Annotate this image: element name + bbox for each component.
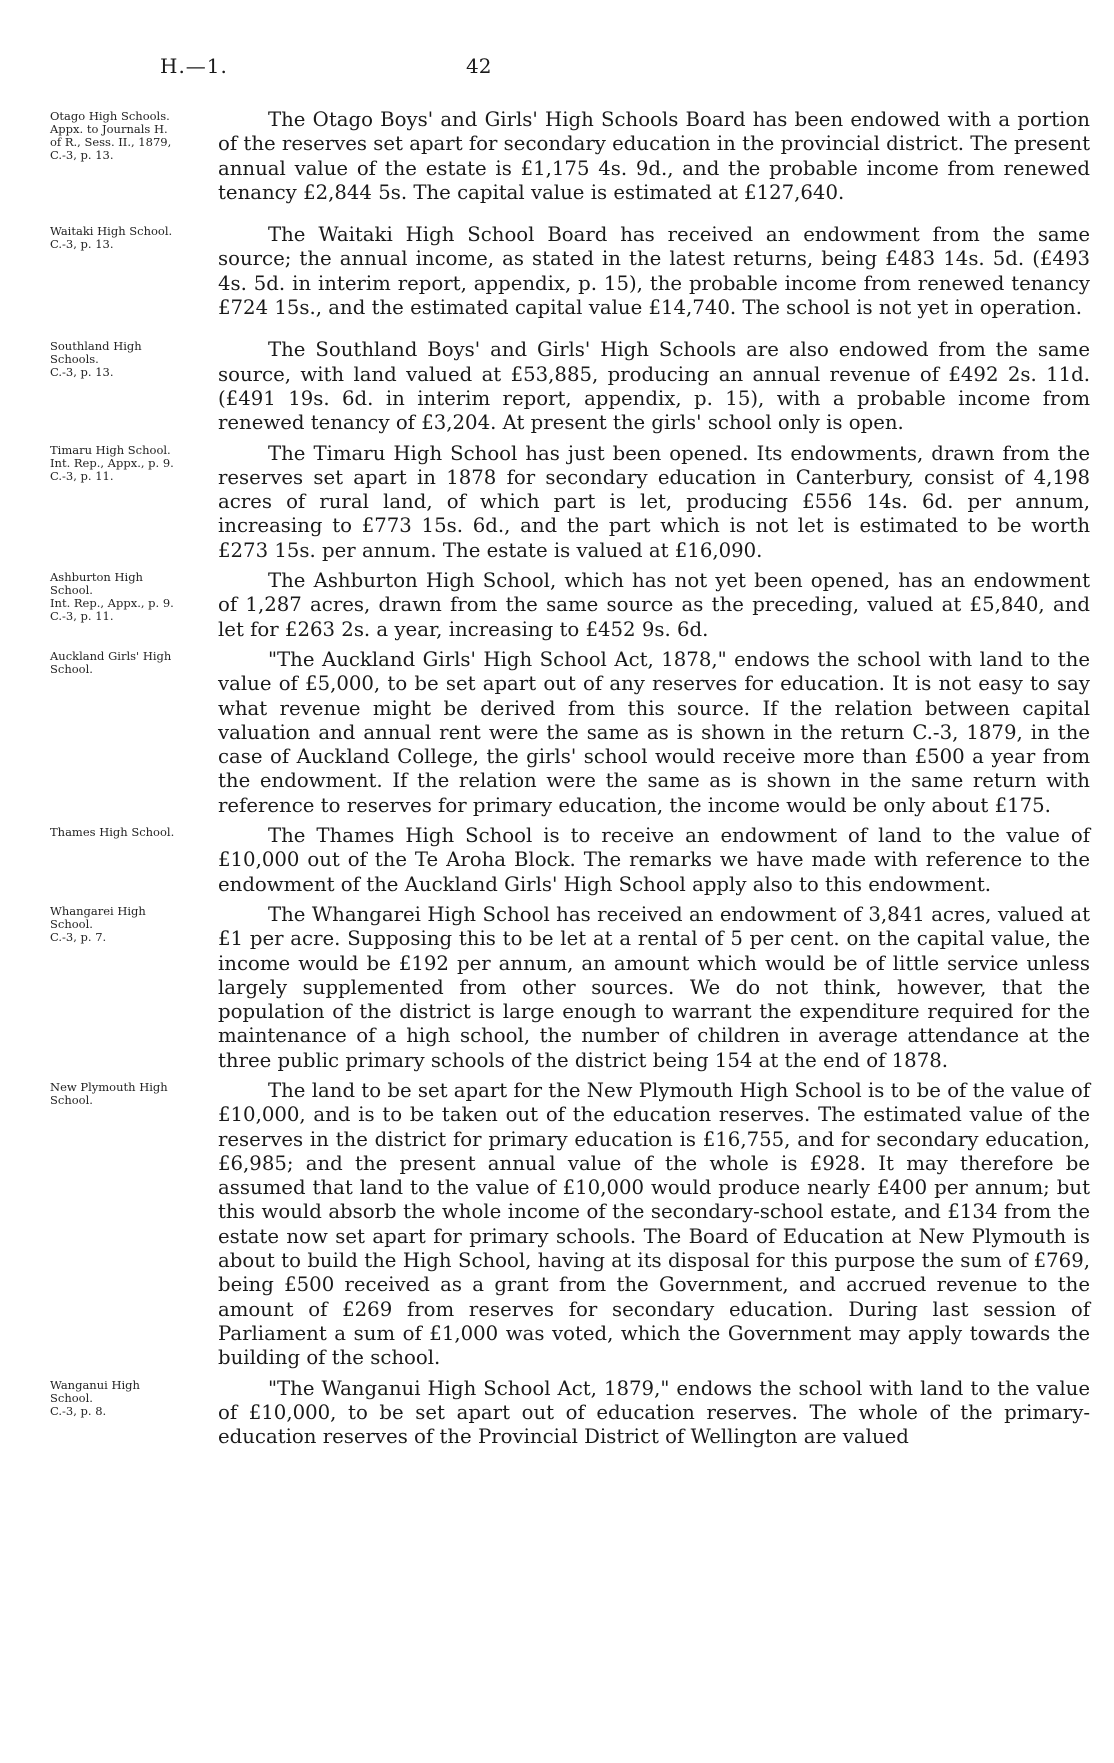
paragraph: "The Wanganui High School Act, 1879," endows the school with land to the value of £10,000, to be set apart out of education reserves. The whole of the primary-education reserves of the Provincial District of Wellington are valued — [218, 1376, 1090, 1449]
margin-note: Thames High School. — [50, 825, 175, 840]
section-whangarei — [40, 902, 1090, 1073]
margin-note: Otago High Schools. Appx. to Journals H. of R., Sess. II., 1879, C.-3, p. 13. — [50, 109, 172, 162]
margin-note: Wanganui High School. C.-3, p. 8. — [50, 1377, 140, 1418]
paragraph: The land to be set apart for the New Plymouth High School is to be of the value of £10,000, and is to be taken out of the education reserves. The estimated value of the reserves in the district for primary education is £16,755, and for secondary education, £6,985; and the present annual value of the whole is £928. It may therefore be assumed that land to the value of £10,000 would produce nearly £400 per annum; but this would absorb the whole income of the secondary-school estate, and £134 from the estate now set apart for primary schools. The Board of Education at New Plymouth is about to build the High School, having at its disposal for this purpose the sum of £769, being £500 received as a grant from the Government, and accrued revenue to the amount of £269 from reserves for secondary education. During last session of Parliament a sum of £1,000 was voted, which the Government may apply towards the building of the school. — [218, 1078, 1090, 1370]
margin-note: New Plymouth High School. — [50, 1079, 168, 1107]
section-thames — [40, 824, 1090, 897]
paragraph: The Ashburton High School, which has not yet been opened, has an endowment of 1,287 acres, drawn from the same source as the preceding, valued at £5,840, and let for £263 2s. a year, increasing to £452 9s. 6d. — [218, 569, 1090, 641]
paragraph: The Otago Boys' and Girls' High Schools Board has been endowed with a portion of the reserves set apart for secondary education in the provincial district. The present annual value of the estate is £1,175 4s. 9d., and the probable income from renewed tenancy £2,844 5s. The capital value is estimated at £127,640. — [218, 108, 1090, 204]
paragraph: The Waitaki High School Board has received an endowment from the same source; the annual income, as stated in the latest returns, being £483 14s. 5d. (£493 4s. 5d. in interim report, appendix, p. 15), the probable income from renewed tenancy £724 15s., and the estimated capital value £14,740. The school is not yet in operation. — [218, 223, 1090, 320]
margin-note: Auckland Girls' High School. — [50, 648, 172, 676]
section-southland — [40, 338, 1090, 435]
paragraph: The Thames High School is to receive an endowment of land to the value of £10,000 out of the Te Aroha Block. The remarks we have made with reference to the endowment of the Auckland Girls' High School apply also to this endowment. — [218, 824, 1090, 896]
page-body — [40, 108, 1090, 1455]
paragraph: "The Auckland Girls' High School Act, 1878," endows the school with land to the value of £5,000, to be set apart out of any reserves for education. It is not easy to say what revenue might be derived from this source. If the relation between capital valuation and annual rent were the same as is shown in the return C.-3, 1879, in the case of Auckland College, the girls' school would receive more than £500 a year from the endowment. If the relation were the same as is shown in the same return with reference to reserves for primary education, the income would be only about £175. — [218, 647, 1090, 817]
margin-note: Timaru High School. Int. Rep., Appx., p. 9. C.-3, p. 11. — [50, 442, 174, 483]
paragraph: The Whangarei High School has received an endowment of 3,841 acres, valued at £1 per acre. Supposing this to be let at a rental of 5 per cent. on the capital value, the income would be £192 per annum, an amount which would be of little service unless largely supplemented from other sources. We do not think, however, that the population of the district is large enough to warrant the expenditure required for the maintenance of a high school, the number of children in average attendance at the three public primary schools of the district being 154 at the end of 1878. — [218, 902, 1090, 1072]
margin-note: Southland High Schools. C.-3, p. 13. — [50, 339, 142, 380]
document-code: H.—1. — [160, 54, 228, 78]
section-ashburton — [40, 569, 1090, 642]
section-new-plymouth — [40, 1078, 1090, 1371]
section-otago — [40, 108, 1090, 205]
section-auckland-girls — [40, 647, 1090, 818]
page-header — [160, 54, 940, 84]
page-number: 42 — [466, 54, 492, 78]
section-wanganui — [40, 1376, 1090, 1450]
section-waitaki — [40, 223, 1090, 320]
margin-note: Ashburton High School. Int. Rep., Appx., p. 9. C.-3, p. 11. — [50, 570, 174, 624]
margin-note: Whangarei High School. C.-3, p. 7. — [50, 903, 146, 944]
paragraph: The Southland Boys' and Girls' High Schools are also endowed from the same source, with land valued at £53,885, producing an annual revenue of £492 2s. 11d. (£491 19s. 6d. in interim report, appendix, p. 15), with a probable income from renewed tenancy of £3,204. At present the girls' school only is open. — [218, 338, 1090, 435]
margin-note: Waitaki High School. C.-3, p. 13. — [50, 224, 173, 252]
paragraph: The Timaru High School has just been opened. Its endowments, drawn from the reserves set apart in 1878 for secondary education in Canterbury, consist of 4,198 acres of rural land, of which part is let, producing £556 14s. 6d. per annum, increasing to £773 15s. 6d., and the part which is not let is estimated to be worth £273 15s. per annum. The estate is valued at £16,090. — [218, 441, 1090, 562]
section-timaru — [40, 441, 1090, 563]
